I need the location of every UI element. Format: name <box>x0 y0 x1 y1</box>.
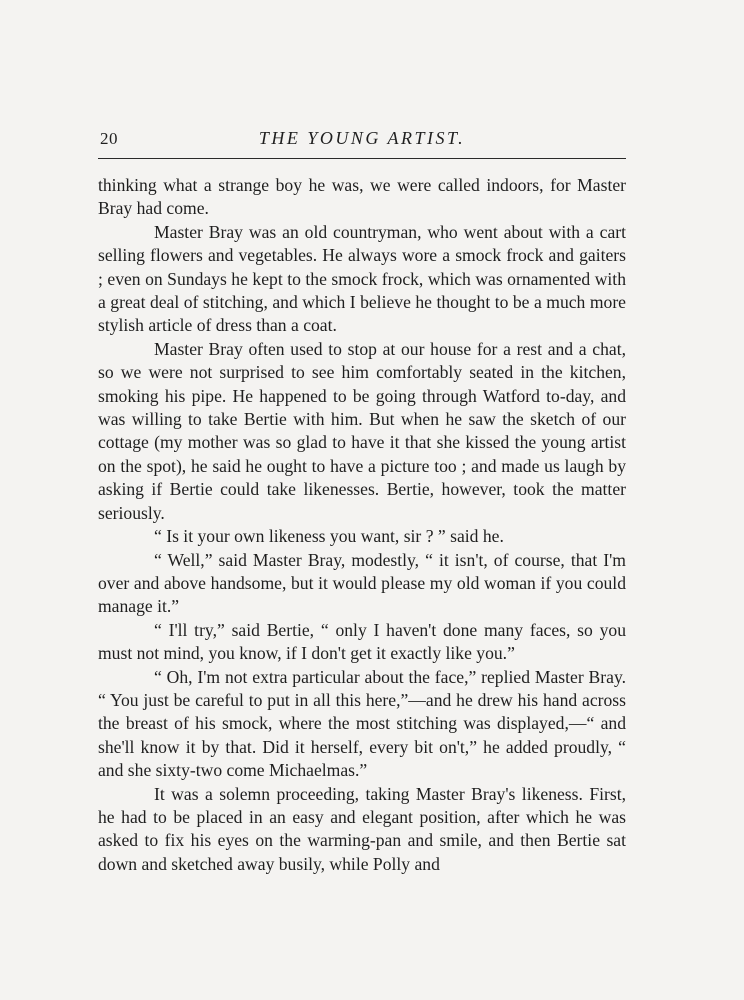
paragraph: “ Is it your own likeness you want, sir ? ” said he. <box>154 526 504 547</box>
header-rule <box>98 158 626 159</box>
paragraph: Master Bray often used to stop at our house for a rest and a chat, so we were not surprised to see him comfortably seated in the kitchen, smoking his pipe. He happened to be going through Watford to-day, and was willing to take Bertie with him. But when he saw the sketch of our cottage (my mother was so glad to have it that she kissed the young artist on the spot), he said he ought to have a picture too ; and made us laugh by asking if Bertie could take likenesses. Bertie, however, took the matter seriously. <box>98 338 626 523</box>
paragraph: “ Oh, I'm not extra particular about the face,” replied Master Bray. “ You just be careful to put in all this here,”—and he drew his hand across the breast of his smock, where the most stitching was displayed,—“ and she'll know it by that. Did it herself, every bit on't,” he added proudly, “ and she sixty-two come Michaelmas.” <box>98 666 626 781</box>
running-title: THE YOUNG ARTIST. <box>258 128 466 148</box>
paragraph: Master Bray was an old countryman, who went about with a cart selling flowers and vegetables. He always wore a smock frock and gaiters ; even on Sundays he kept to the smock frock, which was ornamented with a great deal of stitching, and which I believe he thought to be a much more stylish article of dress than a coat. <box>98 221 626 336</box>
body-text <box>98 174 626 876</box>
paragraph-continued: thinking what a strange boy he was, we were called indoors, for Master Bray had come. <box>98 175 626 219</box>
paragraph: It was a solemn proceeding, taking Master Bray's likeness. First, he had to be placed in an easy and elegant position, after which he was asked to fix his eyes on the warming-pan and smile, and then Bertie sat down and sketched away busily, while Polly and <box>98 783 626 874</box>
paragraph: “ I'll try,” said Bertie, “ only I haven't done many faces, so you must not mind, you know, if I don't get it exactly like you.” <box>98 619 626 664</box>
page-number: 20 <box>100 129 118 148</box>
paragraph: “ Well,” said Master Bray, modestly, “ it isn't, of course, that I'm over and above handsome, but it would please my old woman if you could manage it.” <box>98 549 626 617</box>
running-head <box>98 126 626 152</box>
